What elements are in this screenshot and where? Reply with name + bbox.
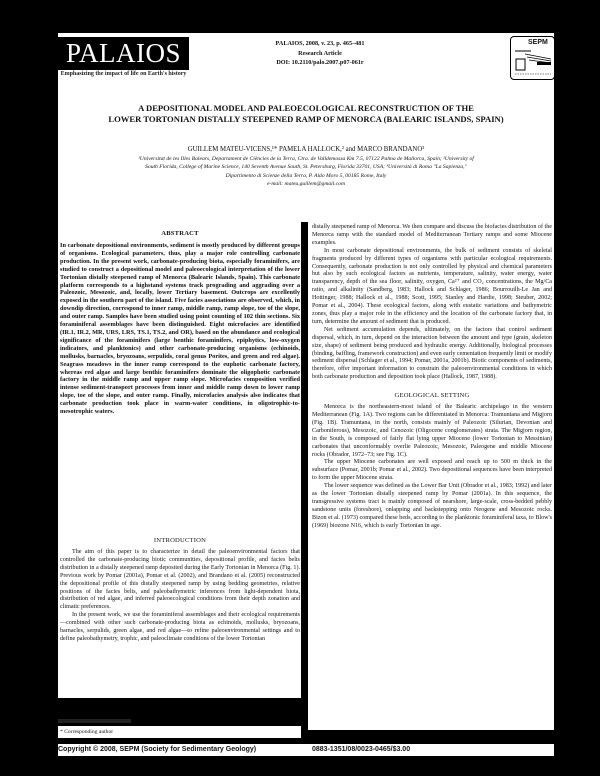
intro-paragraph: In the present work, we use the foraminiferal assemblages and their ecological requirements—combined with other such carbonate-producing biota as echinoids, mollusks, bryozoans, barnacles, serpulids, green algae, and red algae—to refine paleoenvironmental settings and to define paleobathymetry, trophic, and paleoclimate conditions of the lower Tortonian [60, 612, 300, 642]
journal-tagline: Emphasizing the impact of life on Earth's history [60, 71, 187, 77]
body-paragraph: The lower sequence was defined as the Lower Bar Unit (Obrador et al., 1983; 1992) and later as the lower Tortonian distally steepened ramp by Pomar (2001a). In this sequence, the transgressive systems tract is mainly composed of nearshore, large-scale, cross-bedded pebbly sandstone units (foreshore), onlapping and backstepping onto Neogene and Mesozoic rocks. Bizon et al. (1973) compared these beds, according to the planktonic foraminiferal taxa, to Blow's (1969) biozone N16, which is early Tortonian in age. [312, 483, 552, 529]
journal-citation-block [250, 39, 390, 68]
author-list: GUILLEM MATEU-VICENS,¹* PAMELA HALLOCK,² and MARCO BRANDANO³ [187, 146, 425, 153]
introduction-section [60, 533, 300, 644]
right-column-text [312, 224, 552, 531]
body-paragraph: The upper Miocene carbonates are well exposed and reach up to 500 m thick in the subsurface (Pomar, 2001b; Pomar et al., 2002). Two depositional sequences have been interpreted to form the upper Miocene strata. [312, 459, 552, 482]
footnote-rule [58, 719, 131, 723]
footnote: * Corresponding author [60, 729, 114, 735]
body-paragraph: In most carbonate depositional environments, the bulk of sediment consists of skeletal fragments produced by different types of organisms with particular ecological requirements. Consequently, carbonate production is not only controlled by physical and chemical parameters but also by such ecological factors as nutrients, temperature, salinity, water energy, water transparency, depth of the sea floor, salinity, oxygen, Ca²⁺ and CO₂ concentrations, the Mg/Ca ratio, and alkalinity (Sandberg, 1983; Hallock and Schlager, 1986; Bourrouilh-Le Jan and Hottinger, 1988; Hallock et al., 1988; Scott, 1995; Stanley and Hardie, 1998; Steuber, 2002; Pomar et al., 2004). These ecological factors, along with eustatic variations and bathymetric zones, thus play a major role in the efficiency and the location of the carbonate factory that, in turn, determine the amount of sediment that is produced. [312, 247, 552, 325]
affiliations [58, 155, 554, 188]
email: e-mail: mateu.guillem@gmail.com [266, 180, 345, 187]
abstract-section [60, 226, 300, 416]
sepm-logo-text: SEPM [528, 39, 548, 46]
citation: PALAIOS, 2008, v. 23, p. 465–481 [275, 40, 365, 47]
body-paragraph: Net sediment accumulation depends, ultimately, on the factors that control sediment dispersal, which, in turn, depend on the interaction between the amount and type (grain, skeleton size, shape) of sediment being produced and hydraulic energy. Additionally, biological processes (binding, baffling, framework construction) and even early cementation frequently limit or modify sediment dispersal (Schlager et al., 1994; Pomar, 2001a, 2001b). Biotic components of sediments, therefore, offer important information to constrain the paleoenvironmental conditions in which both carbonate production and deposition took place (Hallock, 1987, 1988). [312, 326, 553, 381]
title-line-1: A DEPOSITIONAL MODEL AND PALEOECOLOGICAL RECONSTRUCTION OF THE [138, 103, 474, 113]
body-paragraph: Menorca is the northeastern-most island of the Balearic archipelago in the western Mediterranean (Fig. 1A). Two regions can be differentiated in Menorca: Tramuntana and Migjorn (Fig. 1B). Tramuntana, in the north, consists mainly of Paleozoic (Silurian, Devonian and Carboniferous), Mesozoic, and Cenozoic (Oligocene conglomerates) strata. The Migjorn region, in the South, is composed of fairly flat lying upper Miocene (lower Tortonian to Messinian) carbonates that unconformably overlie Paleozoic, Mesozoic, Paleogene and middle Miocene rocks (Obrador, 1972–73; see Fig. 1C). [312, 404, 552, 458]
abstract-text: In carbonate depositional environments, sediment is mostly produced by different groups of organisms. Ecological parameters, thus, play a major role controlling carbonate production. In the present work, carbonate-producing biota, especially foraminifers, are studied to construct a depositional model and paleoecological interpretation of the lower Tortonian distally steepened ramp of Menorca (Balearic Islands, Spain). This carbonate platform corresponds to a highstand systems track prograding and aggrading over a Paleozoic, Mesozoic, and, locally, lower Tertiary basement. Outcrops are excellently exposed in the southern part of the island. Five facies associations are observed, which, in downdip direction, correspond to inner ramp, middle ramp, ramp slope, toe of the slope, and outer ramp. Samples have been studied using point counting of 102 thin sections. Six foraminiferal assemblages have been distinguished. Eight microfacies are identified (IR.1, IR.2, MR, URS, LRS, TS.1, TS.2, and OR), based on the abundance and ecological significance of the foraminifers (large benthic foraminifers, epiphytics, low-oxygen indicators, and planktonics) and other carbonate-producing organisms (echinoids, mollusks, barnacles, bryozoans, serpulids, coral genus Porites, and green and red algae). Seagrass meadows in the inner ramp correspond to the euphotic carbonate factory, whereas red algae and large benthic foraminifers dominate the oligophotic carbonate factory in the middle ramp and upper ramp slope. Microfacies composition verified intense sediment-transport processes from inner and middle ramp down to lower ramp slope, toe of the slope, and outer ramp. Finally, microfacies analysis also indicates that carbonate production took place in warm-water conditions, in oligotrophic-to-mesotrophic waters. [60, 242, 300, 416]
affiliation-line: South Florida, College of Marine Science, 140 Seventh Avenue South, St. Petersburg, Florida 33701, USA; ³Università di Roma "La Sapienza," [145, 164, 467, 171]
affiliation-line: Dipartimento di Scienze della Terra, P. Aldo Moro 5, 00185 Rome, Italy [225, 172, 387, 179]
body-paragraph: distally steepened ramp of Menorca. We then compare and discuss the biofacies distribution of the Menorca ramp with the standard model of Mediterranean Tertiary ramps and some Miocene examples. [312, 224, 552, 246]
issn-code: 0883-1351/08/0023-0465/$3.00 [312, 746, 411, 753]
intro-paragraph: The aim of this paper is to characterize in detail the paleoenvironmental factors that controlled the carbonate-producing biotic communities, depositional profile, and facies belts distribution in a distally steepened ramp deposited during the Early Tortonian in Menorca (Fig. 1). Previous work by Pomar (2001a), Pomar et al. (2002), and Brandano et al. (2005) reconstructed the depositional profile of this distally steepened ramp by using bedding geometries, relative positions of the facies belts, and paleobathymetric inferences from light-dependent biota, distribution of red algae, and inferred paleoecological conditions from their depth zonation and climatic preferences. [60, 549, 300, 611]
introduction-heading: INTRODUCTION [153, 537, 207, 544]
geological-setting-heading: GEOLOGICAL SETTING [394, 392, 470, 400]
affiliation-line: ¹Universitat de les Illes Balears, Departament de Ciències de la Terra, Ctra. de Valldemossa Km 7.5, 07122 Palma de Mallorca, Spain; ²University of [138, 156, 474, 162]
article-type: Research Article [298, 49, 342, 57]
title-line-2: LOWER TORTONIAN DISTALLY STEEPENED RAMP OF MENORCA (BALEARIC ISLANDS, SPAIN) [108, 113, 504, 124]
copyright-notice: Copyright © 2008, SEPM (Society for Sedimentary Geology) [58, 746, 257, 753]
journal-logo: PALAIOS [65, 38, 182, 68]
doi: DOI: 10.2110/palo.2007.p07-061r [276, 59, 364, 66]
paper-title [58, 103, 554, 124]
abstract-heading: ABSTRACT [161, 230, 199, 237]
